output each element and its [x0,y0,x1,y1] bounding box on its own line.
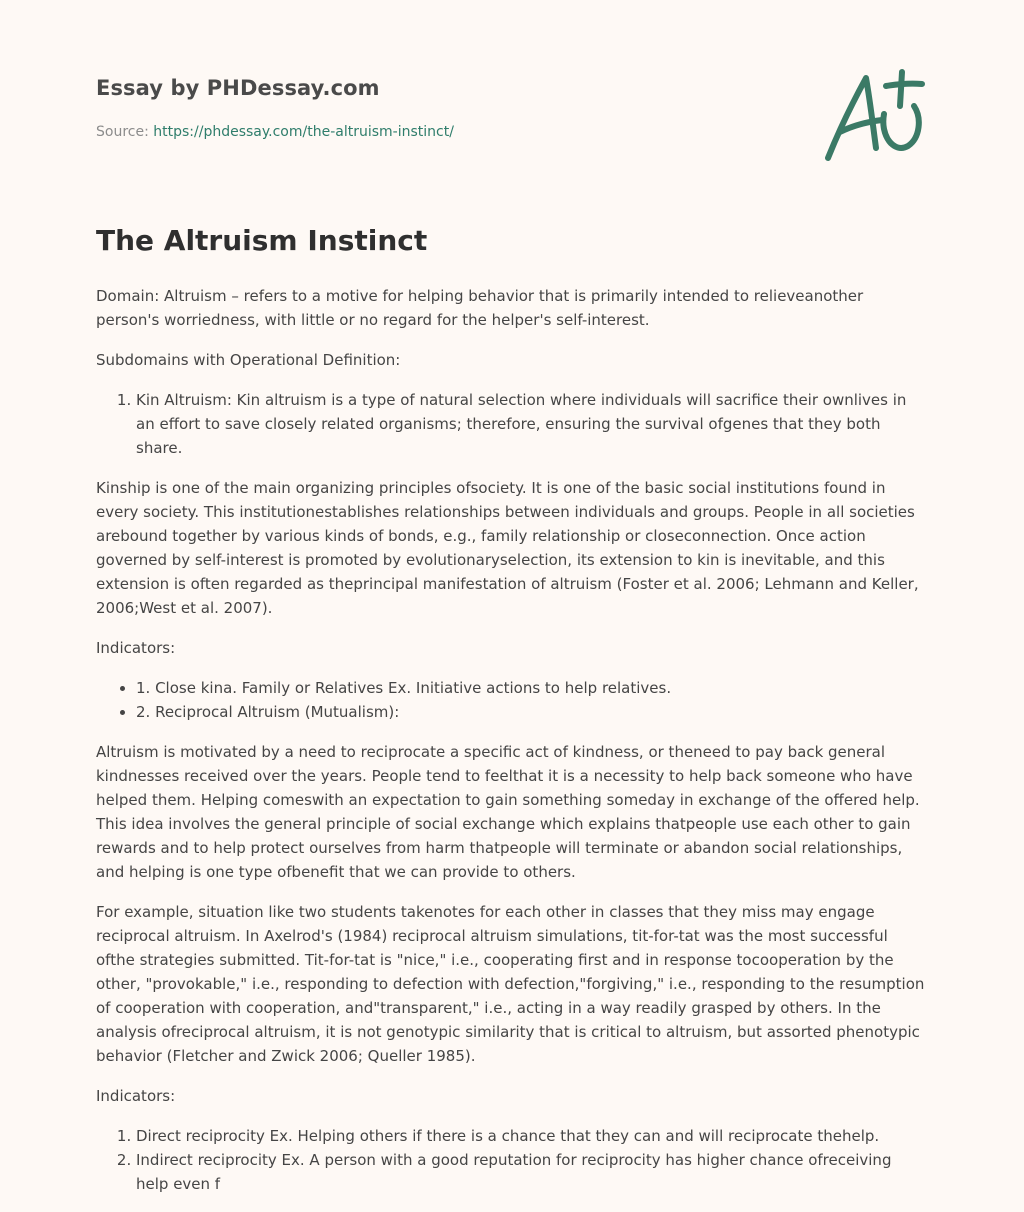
paragraph-domain: Domain: Altruism – refers to a motive for helping behavior that is primarily intended to relieveanother person's worriedness, with little or no regard for the helper's self-interest. [96,287,864,329]
reciprocity-list [96,1124,928,1196]
source-link[interactable]: https://phdessay.com/the-altruism-instinct/ [153,124,454,140]
source-label: Source: [96,124,149,140]
source-line [96,124,454,140]
list-item: • 1. Close kina. Family or Relatives Ex. Initiative actions to help relatives. [136,676,928,700]
essay-title: The Altruism Instinct [96,224,428,257]
list-item: 1. Direct reciprocity Ex. Helping others if there is a chance that they can and will reciprocate thehelp. [136,1124,928,1148]
list-item: 2. Indirect reciprocity Ex. A person with a good reputation for reciprocity has higher chance ofreceiving help even f [136,1148,928,1196]
subdomains-list [96,388,928,460]
paragraph-example: For example, situation like two students takenotes for each other in classes that they miss may engage reciprocal altruism. In Axelrod's (1984) reciprocal altruism simulations, tit-for-tat was the most successful ofthe strategies submitted. Tit-for-tat is "nice," i.e., cooperating first and in response tocooperation by the other, "provokable," i.e., responding to defection with defection,"forgiving," i.e., responding to the resumption of cooperation with cooperation, and"transparent," i.e., acting in a way readily grasped by others. In the analysis ofreciprocal altruism, it is not genotypic similarity that is critical to altruism, but assorted phenotypic behavior (Fletcher and Zwick 2006; Queller 1985). [96,903,925,1065]
paragraph-indicators-heading: Indicators: [96,639,176,657]
essay-body [96,284,928,1212]
paragraph-subdomains-heading: Subdomains with Operational Definition: [96,351,401,369]
a-plus-grade-icon [818,66,930,166]
paragraph-reciprocal-altruism: Altruism is motivated by a need to reciprocate a specific act of kindness, or theneed to pay back general kindnesses received over the years. People tend to feelthat it is a necessity to help back someone who have helped them. Helping comeswith an expectation to gain something someday in exchange of the offered help. This idea involves the general principle of social exchange which explains thatpeople use each other to gain rewards and to help protect ourselves from harm thatpeople will terminate or abandon social relationships, and helping is one type ofbenefit that we can provide to others. [96,743,920,881]
brand-title: Essay by PHDessay.com [96,76,380,100]
list-item: 1. Kin Altruism: Kin altruism is a type of natural selection where individuals will sacrifice their ownlives in an effort to save closely related organisms; therefore, ensuring the survival ofgenes that they both share. [136,388,928,460]
indicators-list [96,676,928,724]
paragraph-kinship: Kinship is one of the main organizing principles ofsociety. It is one of the basic social institutions found in every society. This institutionestablishes relationships between individuals and groups. People in all societies arebound together by various kinds of bonds, e.g., family relationship or closeconnection. Once action governed by self-interest is promoted by evolutionaryselection, its extension to kin is inevitable, and this extension is often regarded as theprincipal manifestation of altruism (Foster et al. 2006; Lehmann and Keller, 2006;West et al. 2007). [96,479,919,617]
list-item: • 2. Reciprocal Altruism (Mutualism): [136,700,928,724]
paragraph-indicators-heading-2: Indicators: [96,1087,176,1105]
